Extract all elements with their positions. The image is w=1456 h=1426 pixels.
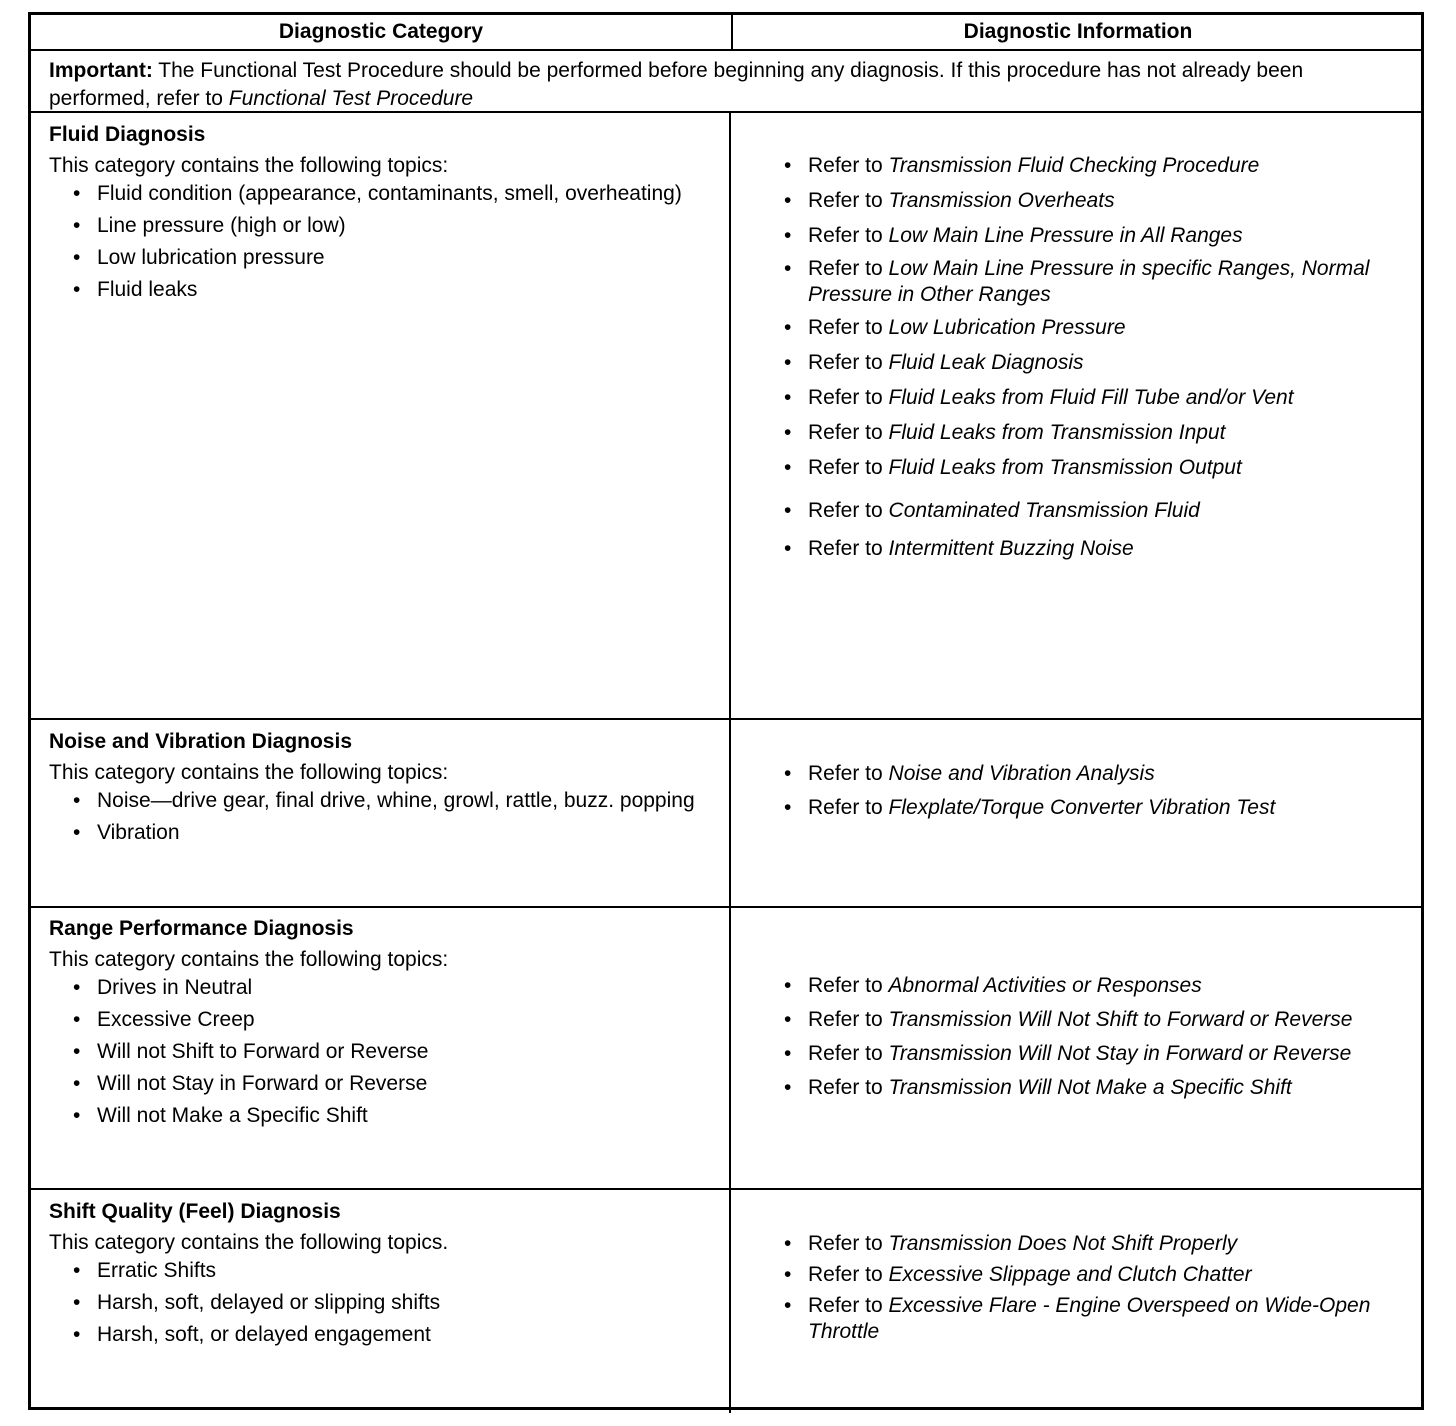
reference-prefix: Refer to <box>808 386 889 409</box>
reference-item <box>766 385 1406 411</box>
important-note <box>49 57 1399 113</box>
topic-item: • Harsh, soft, or delayed engagement <box>49 1322 719 1348</box>
topic-item: • Drives in Neutral <box>49 975 719 1001</box>
row-divider <box>31 1188 1421 1190</box>
important-text: The Functional Test Procedure should be performed before beginning any diagnosis. If this procedure has not already been performed, refer to <box>49 59 1304 110</box>
topic-item: • Line pressure (high or low) <box>49 213 719 239</box>
reference-prefix: Refer to <box>808 421 889 444</box>
reference-prefix: Refer to <box>808 796 889 819</box>
topic-list <box>49 975 719 1129</box>
reference-item <box>766 153 1406 179</box>
header-diagnostic-category: Diagnostic Category <box>278 20 484 43</box>
reference-prefix: Refer to <box>808 154 889 177</box>
reference-prefix: Refer to <box>808 224 889 247</box>
category-intro: This category contains the following topics. <box>49 1231 449 1254</box>
reference-link[interactable]: Transmission Will Not Stay in Forward or Reverse <box>888 1042 1352 1065</box>
important-label: Important: <box>49 59 153 82</box>
category-title: Fluid Diagnosis <box>49 123 206 146</box>
functional-test-procedure-link[interactable]: Functional Test Procedure <box>228 87 474 110</box>
info-cell-fluid <box>766 153 1406 562</box>
reference-item <box>766 1293 1406 1345</box>
reference-item <box>766 455 1406 481</box>
reference-prefix: Refer to <box>808 1008 889 1031</box>
reference-item <box>766 1041 1406 1067</box>
topic-item: • Fluid condition (appearance, contaminants, smell, overheating) <box>49 181 719 207</box>
reference-link[interactable]: Low Lubrication Pressure <box>888 316 1126 339</box>
reference-item <box>766 188 1406 214</box>
topic-item: • Low lubrication pressure <box>49 245 719 271</box>
reference-prefix: Refer to <box>808 537 889 560</box>
reference-link[interactable]: Fluid Leak Diagnosis <box>888 351 1084 374</box>
reference-prefix: Refer to <box>808 456 889 479</box>
info-cell-range <box>766 973 1406 1101</box>
reference-item <box>766 1231 1406 1257</box>
reference-item <box>766 795 1406 821</box>
reference-link[interactable]: Low Main Line Pressure in All Ranges <box>888 224 1243 247</box>
reference-item <box>766 498 1406 524</box>
category-title: Noise and Vibration Diagnosis <box>49 730 353 753</box>
reference-item <box>766 223 1406 249</box>
reference-item <box>766 761 1406 787</box>
reference-prefix: Refer to <box>808 1294 889 1317</box>
diagnostic-table <box>28 12 1424 1410</box>
reference-prefix: Refer to <box>808 1042 889 1065</box>
reference-item <box>766 973 1406 999</box>
info-cell-shift <box>766 1231 1406 1345</box>
reference-link[interactable]: Excessive Flare - Engine Overspeed on Wide-Open Throttle <box>808 1294 1371 1343</box>
topic-item: • Erratic Shifts <box>49 1258 719 1284</box>
reference-item <box>766 315 1406 341</box>
reference-item <box>766 1007 1406 1033</box>
reference-prefix: Refer to <box>808 1232 889 1255</box>
reference-prefix: Refer to <box>808 189 889 212</box>
reference-list <box>766 973 1406 1101</box>
topic-item: • Vibration <box>49 820 719 846</box>
reference-prefix: Refer to <box>808 762 889 785</box>
topic-item: • Noise—drive gear, final drive, whine, growl, rattle, buzz. popping <box>49 788 719 814</box>
topic-item: • Fluid leaks <box>49 277 719 303</box>
reference-prefix: Refer to <box>808 316 889 339</box>
row-divider <box>31 111 1421 113</box>
reference-item <box>766 1075 1406 1101</box>
reference-link[interactable]: Low Main Line Pressure in specific Ranges, Normal Pressure in Other Ranges <box>808 257 1370 306</box>
category-intro: This category contains the following topics: <box>49 154 449 177</box>
topic-item: • Will not Make a Specific Shift <box>49 1103 719 1129</box>
reference-link[interactable]: Transmission Will Not Shift to Forward or Reverse <box>888 1008 1353 1031</box>
reference-link[interactable]: Transmission Will Not Make a Specific Shift <box>888 1076 1292 1099</box>
reference-link[interactable]: Flexplate/Torque Converter Vibration Test <box>888 796 1276 819</box>
reference-list <box>766 761 1406 821</box>
topic-item: • Will not Stay in Forward or Reverse <box>49 1071 719 1097</box>
topic-list <box>49 1258 719 1348</box>
reference-item <box>766 350 1406 376</box>
reference-link[interactable]: Noise and Vibration Analysis <box>888 762 1155 785</box>
reference-item <box>766 536 1406 562</box>
topic-item: • Harsh, soft, delayed or slipping shifts <box>49 1290 719 1316</box>
category-cell-noise <box>49 728 719 852</box>
topic-item: • Excessive Creep <box>49 1007 719 1033</box>
topic-list <box>49 181 719 303</box>
category-intro: This category contains the following topics: <box>49 948 449 971</box>
info-cell-noise <box>766 761 1406 821</box>
reference-link[interactable]: Transmission Overheats <box>888 189 1115 212</box>
table-header <box>31 15 1421 51</box>
reference-link[interactable]: Fluid Leaks from Fluid Fill Tube and/or Vent <box>888 386 1294 409</box>
reference-item <box>766 256 1406 308</box>
category-title: Range Performance Diagnosis <box>49 917 354 940</box>
reference-link[interactable]: Excessive Slippage and Clutch Chatter <box>888 1263 1252 1286</box>
topic-item: • Will not Shift to Forward or Reverse <box>49 1039 719 1065</box>
category-intro: This category contains the following topics: <box>49 761 449 784</box>
reference-link[interactable]: Transmission Fluid Checking Procedure <box>888 154 1260 177</box>
reference-prefix: Refer to <box>808 351 889 374</box>
category-title: Shift Quality (Feel) Diagnosis <box>49 1200 341 1223</box>
reference-prefix: Refer to <box>808 499 889 522</box>
category-cell-fluid <box>49 121 719 309</box>
topic-list <box>49 788 719 846</box>
column-divider <box>729 111 731 1413</box>
reference-link[interactable]: Abnormal Activities or Responses <box>888 974 1202 997</box>
reference-prefix: Refer to <box>808 257 889 280</box>
row-divider <box>31 906 1421 908</box>
row-divider <box>31 718 1421 720</box>
header-divider <box>731 15 733 49</box>
reference-link[interactable]: Intermittent Buzzing Noise <box>888 537 1134 560</box>
category-cell-shift <box>49 1198 719 1354</box>
reference-link[interactable]: Contaminated Transmission Fluid <box>888 499 1200 522</box>
reference-link[interactable]: Fluid Leaks from Transmission Output <box>888 456 1242 479</box>
reference-link[interactable]: Transmission Does Not Shift Properly <box>888 1232 1238 1255</box>
header-diagnostic-information: Diagnostic Information <box>963 20 1193 43</box>
reference-item <box>766 1262 1406 1288</box>
reference-link[interactable]: Fluid Leaks from Transmission Input <box>888 421 1226 444</box>
reference-prefix: Refer to <box>808 1076 889 1099</box>
reference-prefix: Refer to <box>808 1263 889 1286</box>
reference-item <box>766 420 1406 446</box>
reference-list <box>766 1231 1406 1345</box>
reference-prefix: Refer to <box>808 974 889 997</box>
reference-list <box>766 153 1406 562</box>
category-cell-range <box>49 915 719 1135</box>
